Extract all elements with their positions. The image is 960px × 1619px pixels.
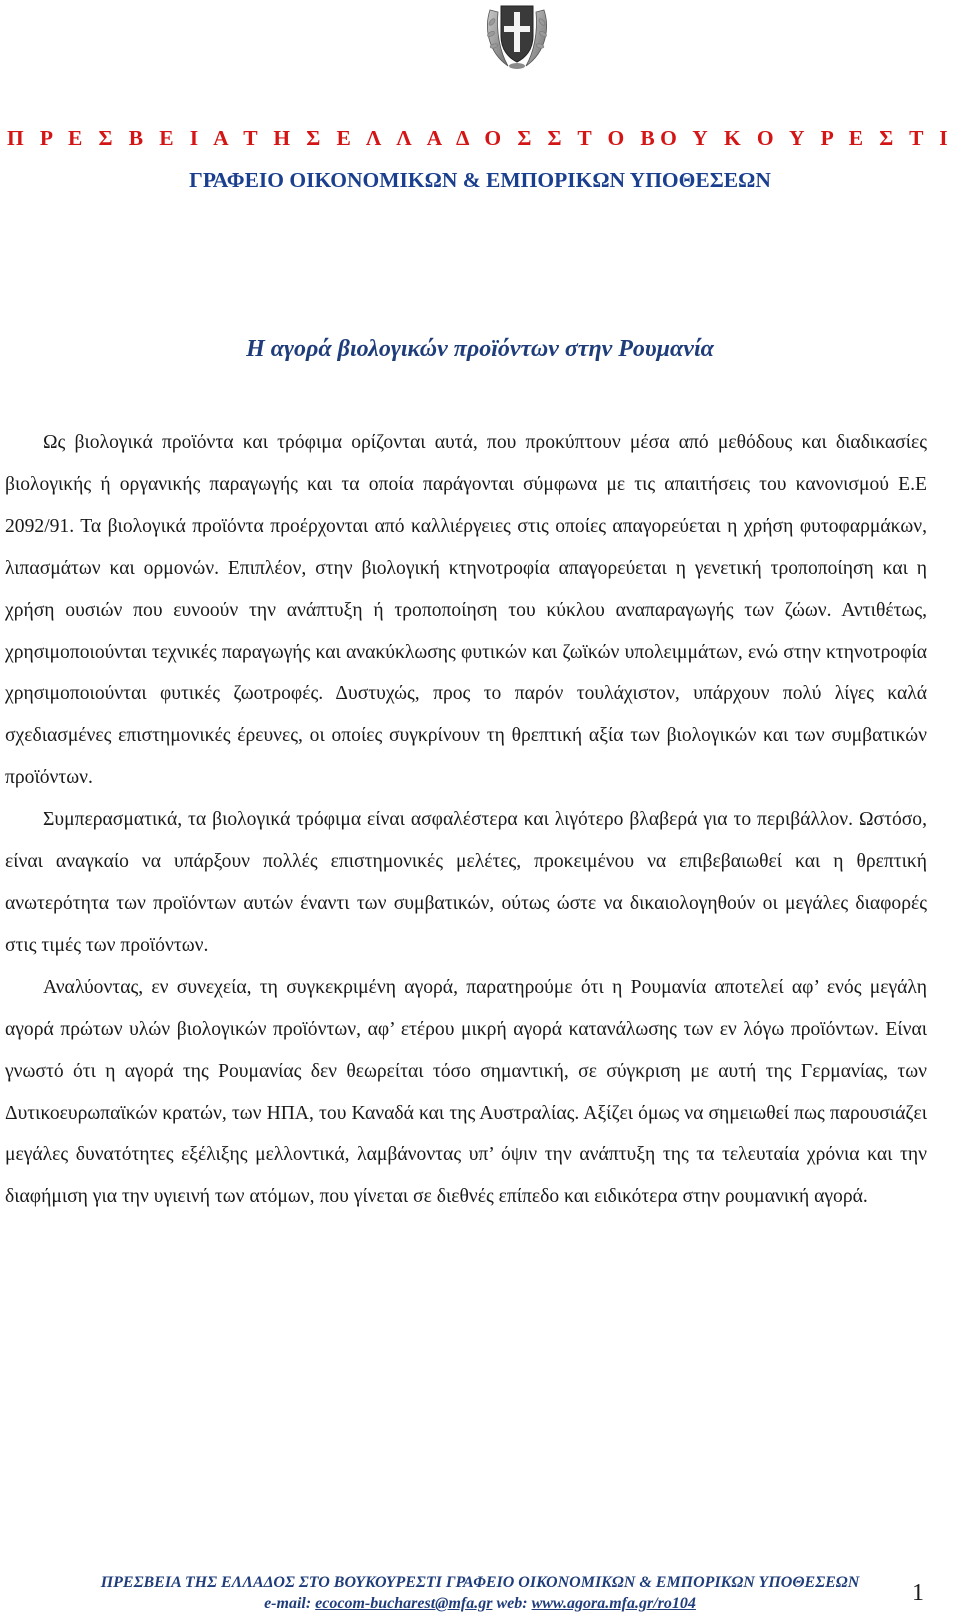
paragraph-market-analysis: Αναλύοντας, εν συνεχεία, τη συγκεκριμένη αγορά, παρατηρούμε ότι η Ρουμανία αποτελεί αφ’ ενός μεγάλη αγορά πρώτων υλών βιολογικών προϊόντων, αφ’ ετέρου μικρή αγορά κατανάλωσης των εν λόγω προϊόντων. Είναι γνωστό ότι η αγορά της Ρουμανίας δεν θεωρείται τόσο σημαντική, σε σύγκριση με αυτή της Γερμανίας, των Δυτικοευρωπαϊκών κρατών, των ΗΠΑ, του Καναδά και της Αυστραλίας. Αξίζει όμως να σημειωθεί πως παρουσιάζει μεγάλες δυνατότητες εξέλιξης μελλοντικά, λαμβάνοντας υπ’ όψιν την ανάπτυξη της τα τελευταία χρόνια και την διαφήμιση για την υγιεινή των ατόμων, που γίνεται σε διεθνές επίπεδο και ειδικότερα στην ρουμανική αγορά. [5, 976, 927, 1208]
footer-office-line: ΠΡΕΣΒΕΙΑ ΤΗΣ ΕΛΛΑΔΟΣ ΣΤΟ ΒΟΥΚΟΥΡΕΣΤΙ ΓΡΑΦΕΙΟ ΟΙΚΟΝΟΜΙΚΩΝ & ΕΜΠΟΡΙΚΩΝ ΥΠΟΘΕΣΕΩΝ [100, 1574, 860, 1591]
web-label: web: [496, 1595, 528, 1612]
greek-coat-of-arms-icon [482, 0, 552, 72]
document-body [5, 422, 927, 1218]
email-link[interactable]: ecocom-bucharest@mfa.gr [315, 1595, 493, 1612]
email-label: e-mail: [264, 1595, 312, 1612]
paragraph-definition: Ως βιολογικά προϊόντα και τρόφιμα ορίζονται αυτά, που προκύπτουν μέσα από μεθόδους και διαδικασίες βιολογικής ή οργανικής παραγωγής και τα οποία παράγονται σύμφωνα με τις απαιτήσεις του κανονισμού Ε.Ε 2092/91. Τα βιολογικά προϊόντα προέρχονται από καλλιέργειες στις οποίες απαγορεύεται η χρήση φυτοφαρμάκων, λιπασμάτων και ορμονών. Επιπλέον, στην βιολογική κτηνοτροφία απαγορεύεται η γενετική τροποποίηση και η χρήση ουσιών που ευνοούν την ανάπτυξη ή τροποποίηση του κύκλου αναπαραγωγής των ζώων. Αντιθέτως, χρησιμοποιούνται τεχνικές παραγωγής και ανακύκλωσης φυτικών και ζωϊκών υπολειμμάτων, ενώ στην κτηνοτροφία χρησιμοποιούνται φυτικές ζωοτροφές. Δυστυχώς, προς το παρόν τουλάχιστον, υπάρχουν πολύ λίγες καλά σχεδιασμένες επιστημονικές έρευνες, οι οποίες συγκρίνουν τη θρεπτική αξία των βιολογικών και των συμβατικών προϊόντων. [5, 432, 927, 789]
office-name: ΓΡΑΦΕΙΟ ΟΙΚΟΝΟΜΙΚΩΝ & ΕΜΠΟΡΙΚΩΝ ΥΠΟΘΕΣΕΩΝ [189, 168, 771, 192]
web-link[interactable]: www.agora.mfa.gr/ro104 [531, 1595, 696, 1612]
footer-contact-line [0, 1595, 960, 1613]
title-wrap [0, 336, 960, 363]
page-number: 1 [912, 1580, 924, 1606]
document-title: Η αγορά βιολογικών προϊόντων στην Ρουμανία [246, 336, 714, 362]
embassy-name: Π Ρ Ε Σ Β Ε Ι Α Τ Η Σ Ε Λ Λ Α Δ Ο Σ Σ Τ Ο ΒΟ Υ Κ Ο Υ Ρ Ε Σ Τ Ι [6, 126, 954, 150]
paragraph-conclusion: Συμπερασματικά, τα βιολογικά τρόφιμα είναι ασφαλέστερα και λιγότερο βλαβερά για το περιβάλλον. Ωστόσο, είναι αναγκαίο να υπάρξουν πολλές επιστημονικές μελέτες, προκειμένου να επιβεβαιωθεί και η θρεπτική ανωτερότητα των προϊόντων αυτών έναντι των συμβατικών, ούτως ώστε να δικαιολογηθούν οι μεγάλες διαφορές στις τιμές των προϊόντων. [5, 809, 927, 956]
